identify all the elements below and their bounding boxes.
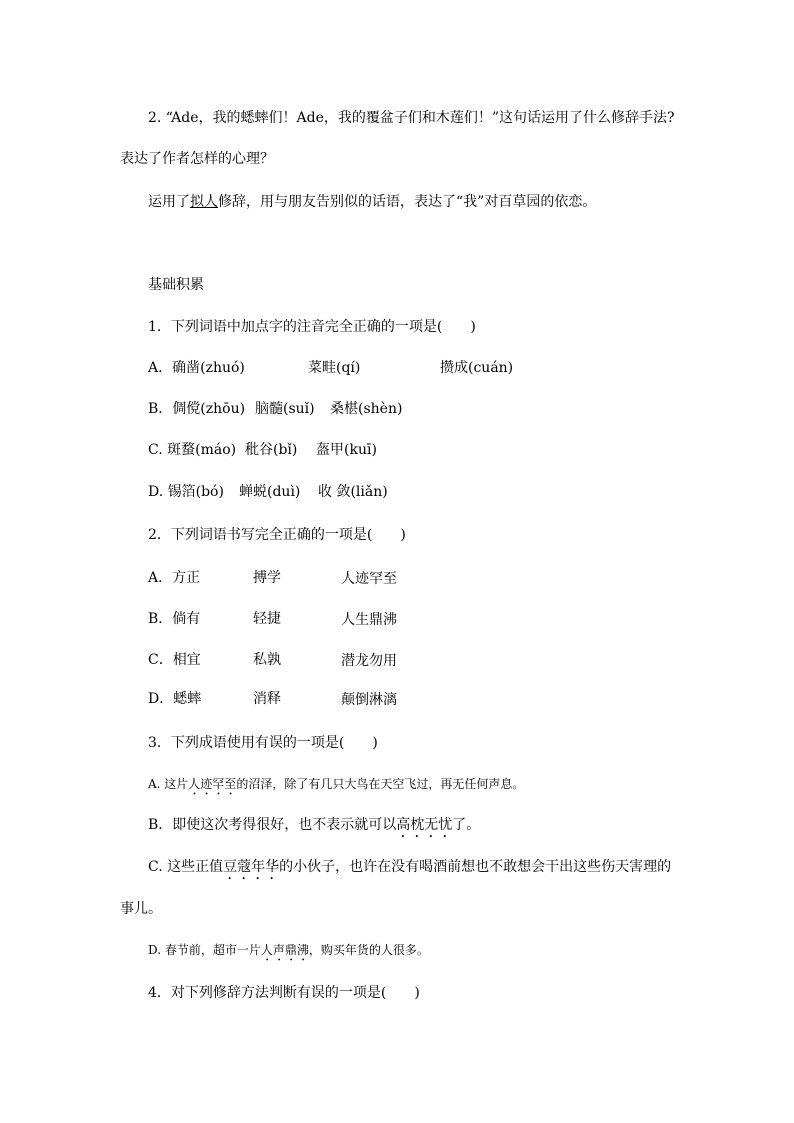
- q3-option-b: [148, 815, 480, 841]
- section-title: 基础积累: [148, 277, 204, 293]
- q4-stem: 4．对下列修辞方法判断有误的一项是( ): [148, 985, 420, 1001]
- answer-post: 修辞，用与朋友告别似的话语，表达了“我”对百草园的依恋。: [218, 194, 597, 210]
- q3-option-c-continued: 事儿。: [120, 901, 162, 917]
- q2-option-d-3: 颠倒淋漓: [341, 692, 397, 708]
- q3-option-c: [148, 857, 671, 883]
- q3-option-d: [148, 940, 429, 964]
- q3-stem: 3．下列成语使用有误的一项是( ): [148, 735, 378, 751]
- q1-option-c-1: C. 斑蝥(máo): [148, 442, 237, 458]
- q3-c-post: 的小伙子，也许在没有喝酒前想也不敢想会干出这些伤天害理的: [279, 859, 672, 875]
- q2-option-a-1: A．方正: [148, 570, 201, 586]
- q2-option-d-1: D．蟋蟀: [148, 691, 202, 707]
- q3-a-pre: A. 这片: [148, 777, 189, 791]
- q3-d-idiom: 人声鼎沸: [260, 943, 309, 957]
- q1-option-b-2: 脑髓(suǐ): [255, 401, 315, 417]
- q3-d-post: ，购买年货的人很多。: [308, 943, 429, 957]
- q1-option-d-3: 收 敛(liǎn): [318, 484, 388, 500]
- q1-option-c-3: 盔甲(kuī): [316, 442, 377, 458]
- q1-option-a-3: 攒成(cuán): [440, 360, 514, 376]
- q2-option-c-3: 潜龙勿用: [341, 653, 397, 669]
- q2-option-b-1: B．倘有: [148, 611, 201, 627]
- q1-option-c-2: 秕谷(bǐ): [245, 442, 298, 458]
- question-2-line-1: 2. “Ade，我的蟋蟀们！Ade，我的覆盆子们和木莲们！”这句话运用了什么修辞手法?: [148, 110, 675, 126]
- q3-b-idiom: 高枕无忧: [396, 817, 453, 833]
- q3-c-pre: C. 这些正值: [148, 859, 224, 875]
- question-2-line-2: 表达了作者怎样的心理？: [120, 151, 274, 167]
- q1-option-a-2: 菜畦(qí): [308, 360, 361, 376]
- q1-option-b-3: 桑椹(shèn): [330, 401, 403, 417]
- q2-option-d-2: 消释: [253, 691, 281, 707]
- q2-option-b-2: 轻捷: [253, 611, 281, 627]
- q1-stem: 1．下列词语中加点字的注音完全正确的一项是( ): [148, 319, 476, 335]
- answer-pre: 运用了: [148, 194, 190, 210]
- q2-option-b-3: 人生鼎沸: [341, 612, 397, 628]
- q1-option-d-2: 蝉蜕(duì): [239, 484, 301, 500]
- q1-option-b-1: B．倜傥(zhōu): [148, 401, 246, 417]
- q2-option-a-2: 搏学: [253, 570, 281, 586]
- q3-a-idiom: 人迹罕至: [188, 777, 237, 791]
- q3-b-post: 了。: [452, 817, 481, 833]
- q2-stem: 2．下列词语书写完全正确的一项是( ): [148, 527, 406, 543]
- q2-option-c-2: 私孰: [253, 652, 281, 668]
- q3-b-pre: B．即使这次考得很好，也不表示就可以: [148, 817, 397, 833]
- q3-d-pre: D. 春节前，超市一片: [148, 943, 261, 957]
- question-2-answer: [148, 192, 596, 212]
- q2-option-c-1: C．相宜: [148, 652, 201, 668]
- q3-a-post: 的沼泽，除了有几只大鸟在天空飞过，再无任何声息。: [236, 777, 525, 791]
- q1-option-d-1: D. 锡箔(bó): [148, 484, 224, 500]
- answer-underlined: 拟人: [190, 194, 218, 210]
- q3-c-idiom: 豆蔻年华: [223, 859, 280, 875]
- q1-option-a-1: A．确凿(zhuó): [148, 360, 245, 376]
- q2-option-a-3: 人迹罕至: [341, 571, 397, 587]
- q3-option-a: [148, 774, 524, 798]
